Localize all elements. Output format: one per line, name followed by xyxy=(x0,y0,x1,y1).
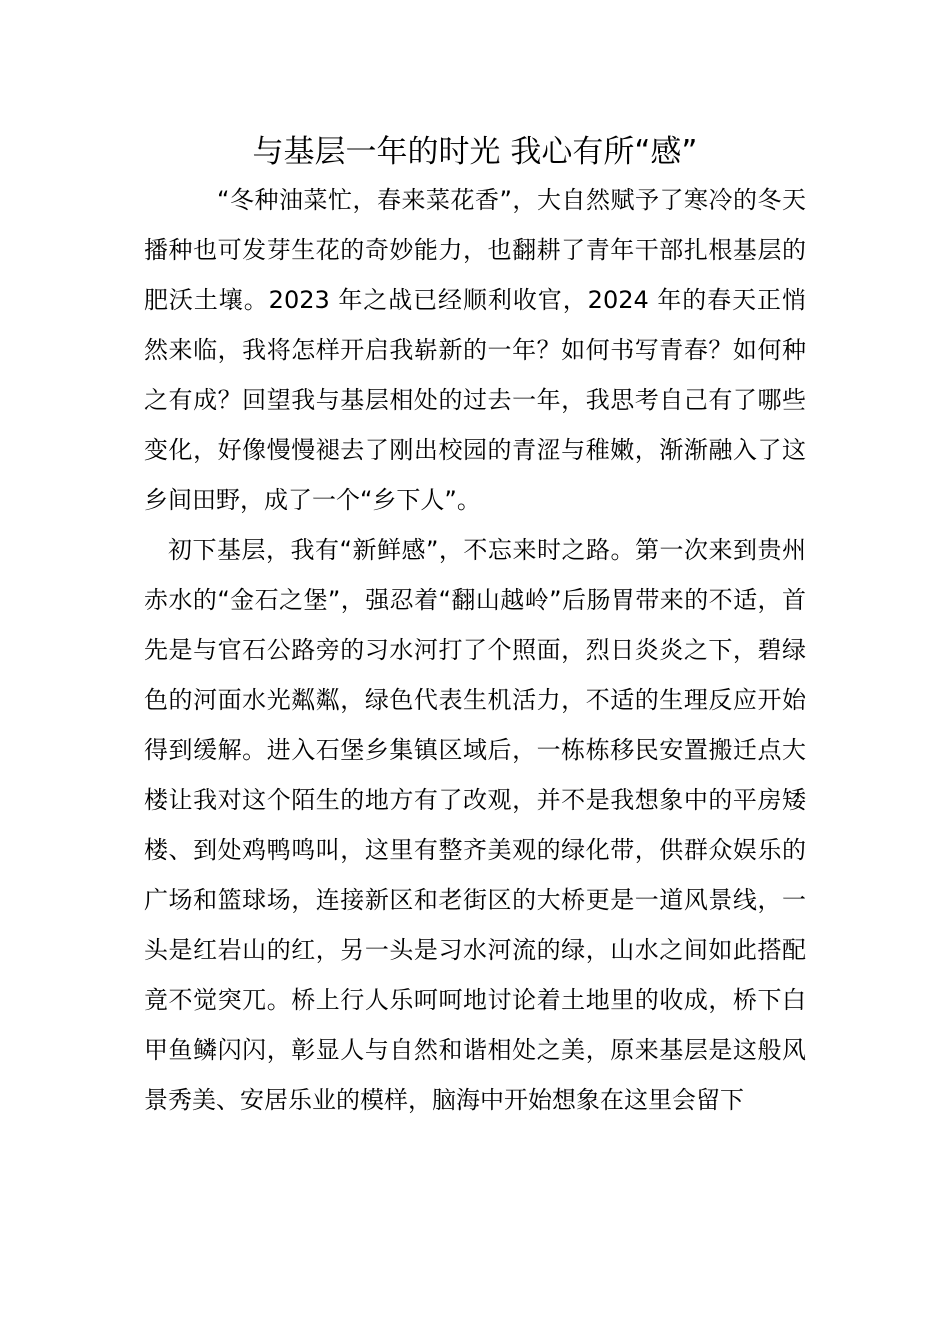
document-body xyxy=(144,175,806,1125)
document-title: 与基层一年的时光 我心有所“感” xyxy=(252,134,698,170)
paragraph-intro: “冬种油菜忙，春来菜花香”，大自然赋予了寒冷的冬天播种也可发芽生花的奇妙能力，也翻耕了青年干部扎根基层的肥沃土壤。2023 年之战已经顺利收官，2024 年的春天正悄然来临，我将怎样开启我崭新的一年？如何书写青春？如何种之有成？回望我与基层相处的过去一年，我思考自己有了哪些变化，好像慢慢褪去了刚出校园的青涩与稚嫩，渐渐融入了这乡间田野，成了一个“乡下人”。 xyxy=(144,186,806,514)
paragraph-first-arrival: 初下基层，我有“新鲜感”，不忘来时之路。第一次来到贵州赤水的“金石之堡”，强忍着“翻山越岭”后肠胃带来的不适，首先是与官石公路旁的习水河打了个照面，烈日炎炎之下，碧绿色的河面水光粼粼，绿色代表生机活力，不适的生理反应开始得到缓解。进入石堡乡集镇区域后，一栋栋移民安置搬迁点大楼让我对这个陌生的地方有了改观，并不是我想象中的平房矮楼、到处鸡鸭鸣叫，这里有整齐美观的绿化带，供群众娱乐的广场和篮球场，连接新区和老街区的大桥更是一道风景线，一头是红岩山的红，另一头是习水河流的绿，山水之间如此搭配竟不觉突兀。桥上行人乐呵呵地讨论着土地里的收成，桥下白甲鱼鳞闪闪，彰显人与自然和谐相处之美，原来基层是这般风景秀美、安居乐业的模样，脑海中开始想象在这里会留下 xyxy=(144,536,806,1114)
